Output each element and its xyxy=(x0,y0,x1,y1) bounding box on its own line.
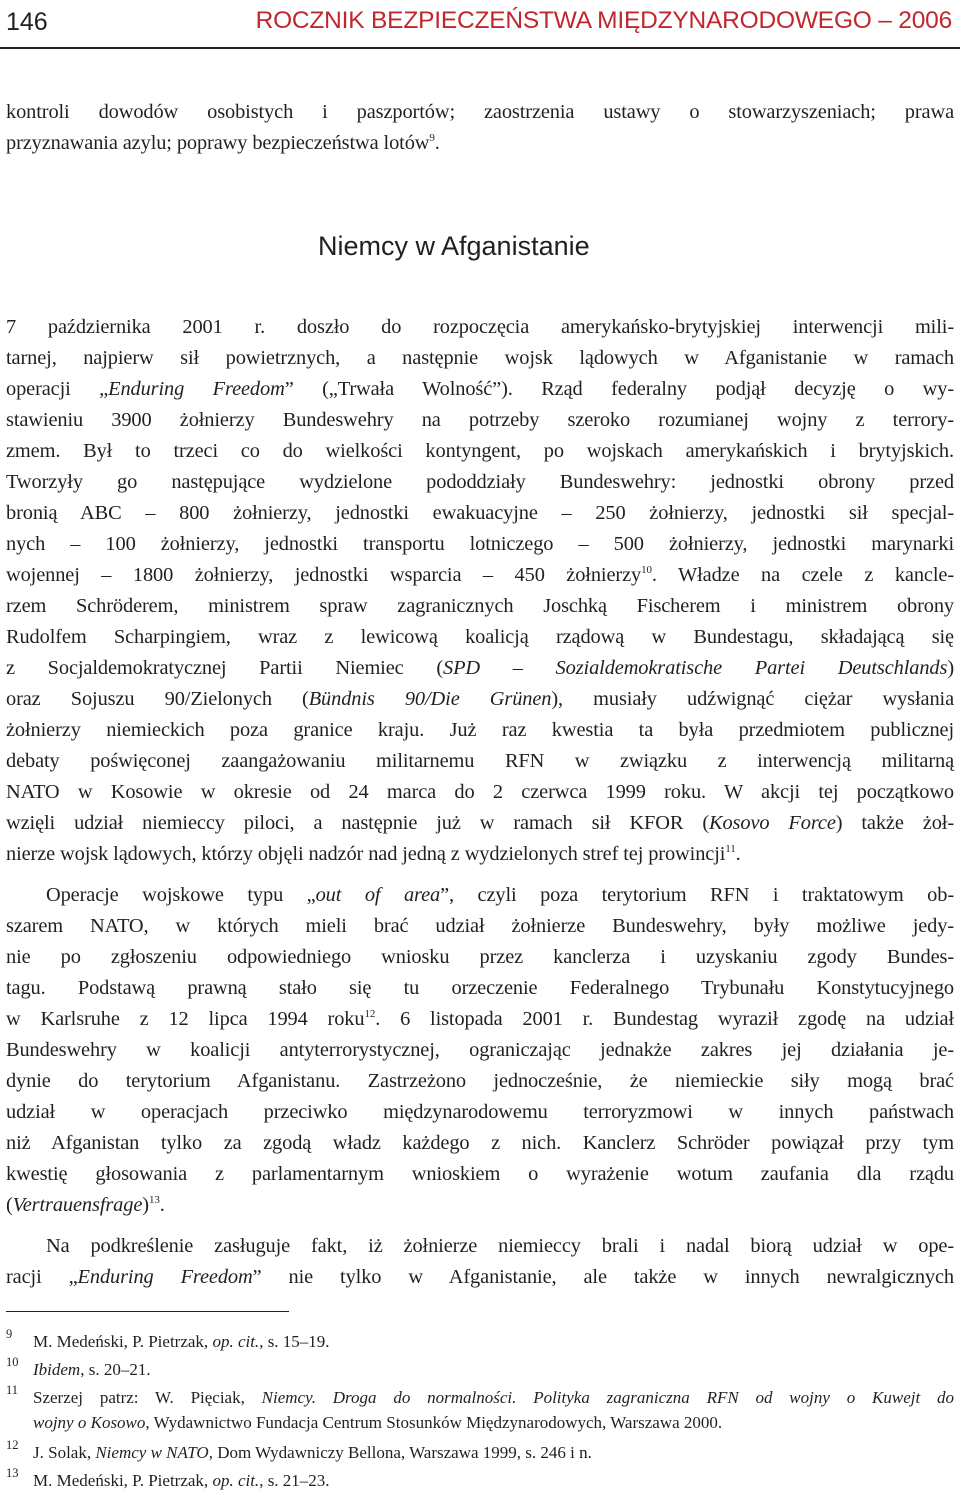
text-line: Rudolfem Scharpingiem, wraz z lewicową koalicją rządową w Bundestagu, składającą się xyxy=(6,626,954,648)
text-line: dynie do terytorium Afganistanu. Zastrzeżono jednocześnie, że niemieckie siły mogą brać xyxy=(6,1070,954,1092)
running-title: ROCZNIK BEZPIECZEŃSTWA MIĘDZYNARODOWEGO – 2006 xyxy=(255,7,952,34)
text-line: wzięli udział niemieccy piloci, a następnie już w ramach sił KFOR (Kosovo Force) także żoł- xyxy=(6,812,954,834)
text-line: (Vertrauensfrage)$^{13}$. xyxy=(6,1194,165,1216)
text-line: tagu. Podstawą prawną stało się tu orzeczenie Federalnego Trybunału Konstytucyjnego xyxy=(6,977,954,999)
text-line: rzem Schröderem, ministrem spraw zagranicznych Joschką Fischerem i ministrem obrony xyxy=(6,595,954,617)
running-header xyxy=(0,0,960,48)
footnote-text: J. Solak, Niemcy w NATO, Dom Wydawniczy Bellona, Warszawa 1999, s. 246 i n. xyxy=(33,1443,592,1462)
footnote-text: M. Medeński, P. Pietrzak, op. cit., s. 15–19. xyxy=(33,1332,330,1351)
footnote-text-continued: wojny o Kosowo, Wydawnictwo Fundacja Centrum Stosunków Międzynarodowych, Warszawa 2000. xyxy=(33,1413,723,1432)
text-line: Operacje wojskowe typu „out of area”, czyli poza terytorium RFN i traktatowym ob- xyxy=(46,884,954,906)
footnote-ref-10: 10 xyxy=(641,564,652,576)
text-line: zmem. Był to trzeci co do wielkości kontyngent, po wojskach amerykańskich i brytyjskich. xyxy=(6,440,954,462)
text-line: racji „Enduring Freedom” nie tylko w Afganistanie, ale także w innych newralgicznych xyxy=(6,1266,954,1288)
text-line: w Karlsruhe z 12 lipca 1994 roku$^{12}$. 6 listopada 2001 r. Bundestag wyraził zgodę na udział xyxy=(6,1008,954,1030)
text-line: nych – 100 żołnierzy, jednostki transportu lotniczego – 500 żołnierzy, jednostki marynarki xyxy=(6,533,954,555)
text-line: Na podkreślenie zasługuje fakt, iż żołnierze niemieccy brali i nadal biorą udział w ope- xyxy=(46,1235,954,1257)
text-line: NATO w Kosowie w okresie od 24 marca do 2 czerwca 1999 roku. W akcji tej początkowo xyxy=(6,781,954,803)
text-line: 7 października 2001 r. doszło do rozpoczęcia amerykańsko-brytyjskiej interwencji mili- xyxy=(6,316,954,338)
header-rule xyxy=(0,47,960,49)
footnote-number: 9 xyxy=(6,1327,13,1341)
text-line: z Socjaldemokratycznej Partii Niemiec (SPD – Sozialdemokratische Partei Deutschlands) xyxy=(6,657,954,679)
footnote-ref-13: 13 xyxy=(148,1194,160,1206)
text-line: operacji „Enduring Freedom” („Trwała Wolność”). Rząd federalny podjął decyzję o wy- xyxy=(6,378,955,400)
text-line: stawieniu 3900 żołnierzy Bundeswehry na potrzeby szeroko rozumianej wojny z terrory- xyxy=(6,409,954,431)
footnote-number: 11 xyxy=(6,1383,19,1397)
footnote-text: Szerzej patrz: W. Pięciak, Niemcy. Droga do normalności. Polityka zagraniczna RFN od wojny o Kuwejt do xyxy=(33,1388,954,1407)
section-heading: Niemcy w Afganistanie xyxy=(318,231,590,261)
text-line: tarnej, najpierw sił powietrznych, a następnie wojsk lądowych w Afganistanie w ramach xyxy=(6,347,954,369)
text-line: kontroli dowodów osobistych i paszportów; zaostrzenia ustawy o stowarzyszeniach; prawa xyxy=(6,101,954,123)
text-line: szarem NATO, w których mieli brać udział żołnierze Bundeswehry, były możliwe jedy- xyxy=(6,915,954,937)
text-line: nierze wojsk lądowych, którzy objęli nadzór nad jedną z wydzielonych stref tej prowincji$^{11}$. xyxy=(6,843,741,865)
footnote-text: M. Medeński, P. Pietrzak, op. cit., s. 21–23. xyxy=(33,1471,330,1490)
text-line: udział w operacjach przeciwko międzynarodowemu terroryzmowi w innych państwach xyxy=(6,1101,954,1123)
footnote-number: 13 xyxy=(6,1466,19,1480)
text-line: żołnierzy niemieckich poza granice kraju. Już raz kwestia ta była przedmiotem publicznej xyxy=(6,719,954,741)
text-line: Bundeswehry w koalicji antyterrorystycznej, ograniczając jednakże zakres jej działania je- xyxy=(6,1039,954,1061)
text-line: nie po zgłoszeniu odpowiedniego wniosku przez kanclerza i uzyskaniu zgody Bundes- xyxy=(6,946,954,968)
page-number: 146 xyxy=(6,8,48,36)
text-line: niż Afganistan tylko za zgodą władz każdego z nich. Kanclerz Schröder powiązał przy tym xyxy=(6,1132,954,1154)
text-line: wojennej – 1800 żołnierzy, jednostki wsparcia – 450 żołnierzy$^{10}$. Władze na czele z kancle- xyxy=(6,564,954,586)
text-line: przyznawania azylu; poprawy bezpieczeństwa lotów$^9$. xyxy=(6,132,440,154)
footnote-number: 12 xyxy=(6,1438,19,1452)
footnote-ref-12: 12 xyxy=(364,1008,376,1020)
text-line: bronią ABC – 800 żołnierzy, jednostki ewakuacyjne – 250 żołnierzy, jednostki sił specjal- xyxy=(6,502,954,524)
footnote-separator xyxy=(6,1311,289,1312)
footnote-number: 10 xyxy=(6,1355,19,1369)
text-line: kwestię głosowania z parlamentarnym wnioskiem o wyrażenie wotum zaufania dla rządu xyxy=(6,1163,954,1185)
footnote-ref-11: 11 xyxy=(725,843,736,855)
text-line: Tworzyły go następujące wydzielone pododdziały Bundeswehry: jednostki obrony przed xyxy=(6,471,954,493)
footnote-text: Ibidem, s. 20–21. xyxy=(33,1360,151,1379)
text-line: oraz Sojuszu 90/Zielonych (Bündnis 90/Die Grünen), musiały udźwignąć ciężar wysłania xyxy=(6,688,954,710)
text-line: debaty poświęconej zaangażowaniu militarnemu RFN w związku z interwencją militarną xyxy=(6,750,954,772)
footnote-ref-9: 9 xyxy=(429,132,435,144)
